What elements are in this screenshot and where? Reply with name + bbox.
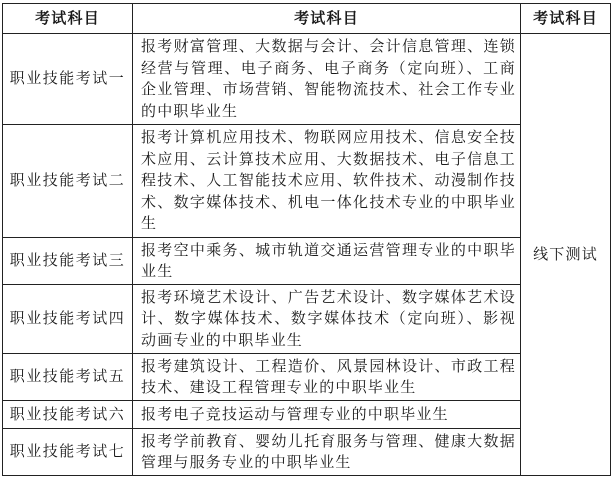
table-row [3, 401, 611, 429]
table-row [3, 354, 611, 401]
table-row [3, 238, 611, 285]
majors-cell: 报考计算机应用技术、物联网应用技术、信息安全技术应用、云计算技术应用、大数据技术、电子信息工程技术、人工智能技术应用、软件技术、动漫制作技术、数字媒体技术、机电一体化技术专业的中职毕业生 [133, 125, 521, 238]
subject-cell: 职业技能考试五 [3, 354, 133, 401]
majors-cell: 报考空中乘务、城市轨道交通运营管理专业的中职毕业生 [133, 238, 521, 285]
subject-cell: 职业技能考试三 [3, 238, 133, 285]
subject-cell: 职业技能考试六 [3, 401, 133, 429]
subject-cell: 职业技能考试一 [3, 34, 133, 125]
majors-cell: 报考建筑设计、工程造价、风景园林设计、市政工程技术、建设工程管理专业的中职毕业生 [133, 354, 521, 401]
table-row [3, 125, 611, 238]
majors-cell: 报考财富管理、大数据与会计、会计信息管理、连锁经营与管理、电子商务、电子商务（定向班）、工商企业管理、市场营销、智能物流技术、社会工作专业的中职毕业生 [133, 34, 521, 125]
majors-cell: 报考环境艺术设计、广告艺术设计、数字媒体艺术设计、数字媒体技术、数字媒体技术（定向班）、影视动画专业的中职毕业生 [133, 285, 521, 354]
subject-cell: 职业技能考试七 [3, 429, 133, 476]
majors-cell: 报考电子竞技运动与管理专业的中职毕业生 [133, 401, 521, 429]
table-row [3, 34, 611, 125]
header-majors: 考试科目 [133, 4, 521, 34]
exam-subjects-table [2, 3, 611, 476]
header-mode: 考试科目 [521, 4, 611, 34]
header-row [3, 4, 611, 34]
subject-cell: 职业技能考试二 [3, 125, 133, 238]
exam-mode-cell: 线下测试 [521, 34, 611, 476]
majors-cell: 报考学前教育、婴幼儿托育服务与管理、健康大数据管理与服务专业的中职毕业生 [133, 429, 521, 476]
table-row [3, 429, 611, 476]
subject-cell: 职业技能考试四 [3, 285, 133, 354]
header-subject: 考试科目 [3, 4, 133, 34]
table-row [3, 285, 611, 354]
